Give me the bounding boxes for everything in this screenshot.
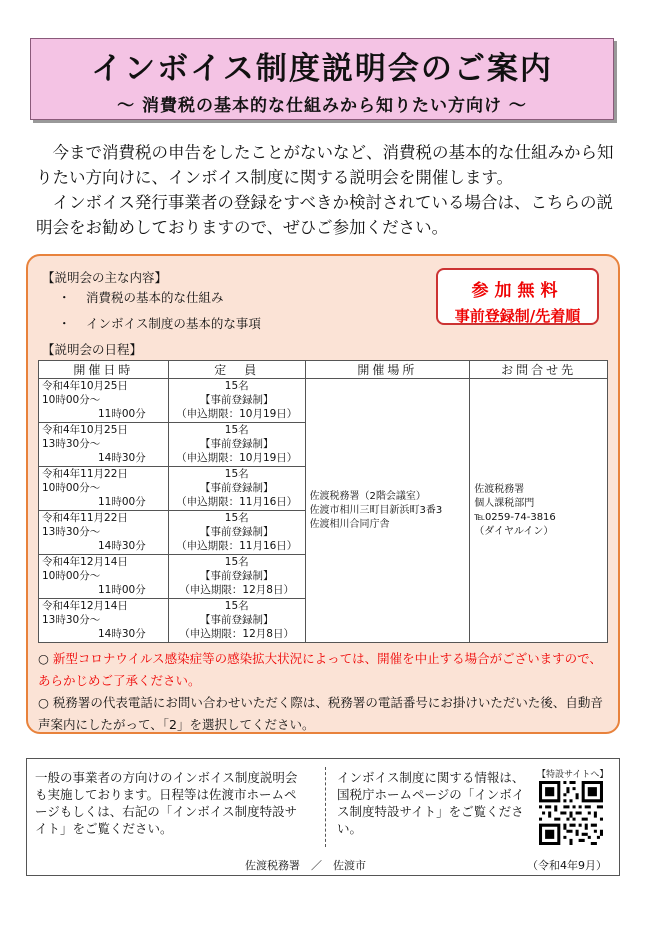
session-start: 13時30分～: [42, 526, 101, 538]
note-mark: ○: [38, 695, 49, 710]
venue-cell: [305, 379, 470, 643]
footer-date: （令和4年9月）: [527, 859, 607, 872]
contact-cell: [470, 379, 608, 643]
session-date: 令和4年12月14日: [42, 600, 128, 612]
note-text: 税務署の代表電話にお問い合わせいただく際は、税務署の電話番号にお掛けいただいた後、自動音声案内にしたがって、「2」を選択してください。: [38, 695, 603, 732]
table-header-row: [39, 361, 608, 379]
session-datetime: [39, 599, 169, 643]
schedule-heading: 【説明会の日程】: [42, 342, 143, 357]
session-capacity: [168, 599, 305, 643]
session-datetime: [39, 511, 169, 555]
session-end: 14時30分: [98, 540, 146, 552]
note-mark: ○: [38, 651, 49, 666]
note-text: 新型コロナウイルス感染症等の感染拡大状況によっては、開催を中止する場合がございますので、あらかじめご了承ください。: [38, 651, 602, 688]
session-datetime: [39, 379, 169, 423]
session-end: 11時00分: [98, 496, 146, 508]
intro-paragraph-1: 今まで消費税の申告をしたことがないなど、消費税の基本的な仕組みから知りたい方向けに、インボイス制度に関する説明会を開催します。: [36, 143, 614, 187]
session-date: 令和4年11月22日: [42, 512, 128, 524]
header-contact: お問合せ先: [470, 361, 608, 379]
session-capacity: [168, 511, 305, 555]
content-item: ・ インボイス制度の基本的な事項: [58, 314, 261, 332]
session-datetime: [39, 423, 169, 467]
schedule-table: [38, 360, 608, 643]
contact-department: 個人課税部門: [474, 497, 535, 509]
registration-type: 【事前登録制】: [199, 570, 274, 582]
session-end: 14時30分: [98, 452, 146, 464]
registration-type: 【事前登録制】: [199, 394, 274, 406]
footer-organizations: 佐渡税務署 ／ 佐渡市: [245, 859, 366, 872]
session-datetime: [39, 555, 169, 599]
footer-site-info-text: インボイス制度に関する情報は、国税庁ホームページの「インボイス制度特設サイト」をご覧ください。: [337, 770, 525, 836]
capacity-value: 15名: [224, 468, 249, 480]
content-item: ・ 消費税の基本的な仕組み: [58, 288, 261, 306]
footer-general-seminar-text: 一般の事業者の方向けのインボイス制度説明会も実施しております。日程等は佐渡市ホームページもしくは、右記の「インボイス制度特設サイト」をご覧ください。: [35, 770, 298, 836]
intro-text: [36, 140, 626, 240]
contact-phone: ℡0259-74-3816: [474, 511, 556, 523]
session-start: 10時00分～: [42, 394, 101, 406]
session-capacity: [168, 555, 305, 599]
session-start: 10時00分～: [42, 482, 101, 494]
capacity-value: 15名: [224, 512, 249, 524]
session-start: 10時00分～: [42, 570, 101, 582]
session-end: 11時00分: [98, 584, 146, 596]
notes: [38, 648, 608, 736]
free-participation-badge: [436, 268, 599, 325]
session-date: 令和4年11月22日: [42, 468, 128, 480]
note-item: [38, 692, 608, 736]
title-banner: [30, 38, 614, 120]
contact-office: 佐渡税務署: [474, 483, 525, 495]
page-title: インボイス制度説明会のご案内: [91, 51, 553, 87]
session-start: 13時30分～: [42, 438, 101, 450]
session-datetime: [39, 467, 169, 511]
capacity-value: 15名: [224, 556, 249, 568]
application-deadline: （申込期限：11月16日）: [176, 496, 298, 508]
session-capacity: [168, 423, 305, 467]
footer-box: [26, 758, 620, 876]
header-datetime: 開催日時: [39, 361, 169, 379]
capacity-value: 15名: [224, 424, 249, 436]
session-start: 13時30分～: [42, 614, 101, 626]
table-row: [39, 379, 608, 423]
badge-registration: 事前登録制/先着順: [454, 307, 581, 325]
registration-type: 【事前登録制】: [199, 438, 274, 450]
content-list: [58, 288, 261, 340]
qr-code-icon[interactable]: [539, 781, 603, 845]
session-capacity: [168, 379, 305, 423]
session-end: 11時00分: [98, 408, 146, 420]
qr-label: 【特設サイトへ】: [537, 770, 609, 780]
registration-type: 【事前登録制】: [199, 526, 274, 538]
venue-address: 佐渡市相川三町目新浜町3番3: [309, 504, 443, 516]
session-date: 令和4年10月25日: [42, 424, 128, 436]
application-deadline: （申込期限：12月8日）: [179, 584, 294, 596]
registration-type: 【事前登録制】: [199, 482, 274, 494]
seminar-info-box: [26, 254, 620, 734]
footer-divider: [325, 767, 326, 847]
header-capacity: 定 員: [168, 361, 305, 379]
session-end: 14時30分: [98, 628, 146, 640]
session-capacity: [168, 467, 305, 511]
content-heading: 【説明会の主な内容】: [42, 270, 168, 285]
badge-free: 参加無料: [471, 281, 564, 301]
capacity-value: 15名: [224, 600, 249, 612]
contact-note: （ダイヤルイン）: [474, 525, 554, 537]
note-item: [38, 648, 608, 692]
session-date: 令和4年10月25日: [42, 380, 128, 392]
header-venue: 開催場所: [305, 361, 470, 379]
intro-paragraph-2: インボイス発行事業者の登録をすべきか検討されている場合は、こちらの説明会をお勧めしておりますので、ぜひご参加ください。: [36, 193, 614, 237]
page-subtitle: ～ 消費税の基本的な仕組みから知りたい方向け ～: [117, 96, 527, 116]
application-deadline: （申込期限：12月8日）: [179, 628, 294, 640]
registration-type: 【事前登録制】: [199, 614, 274, 626]
application-deadline: （申込期限：11月16日）: [176, 540, 298, 552]
session-date: 令和4年12月14日: [42, 556, 128, 568]
capacity-value: 15名: [224, 380, 249, 392]
application-deadline: （申込期限：10月19日）: [176, 408, 298, 420]
application-deadline: （申込期限：10月19日）: [176, 452, 298, 464]
venue-building: 佐渡相川合同庁舎: [309, 518, 390, 530]
venue-name: 佐渡税務署（2階会議室）: [309, 490, 426, 502]
